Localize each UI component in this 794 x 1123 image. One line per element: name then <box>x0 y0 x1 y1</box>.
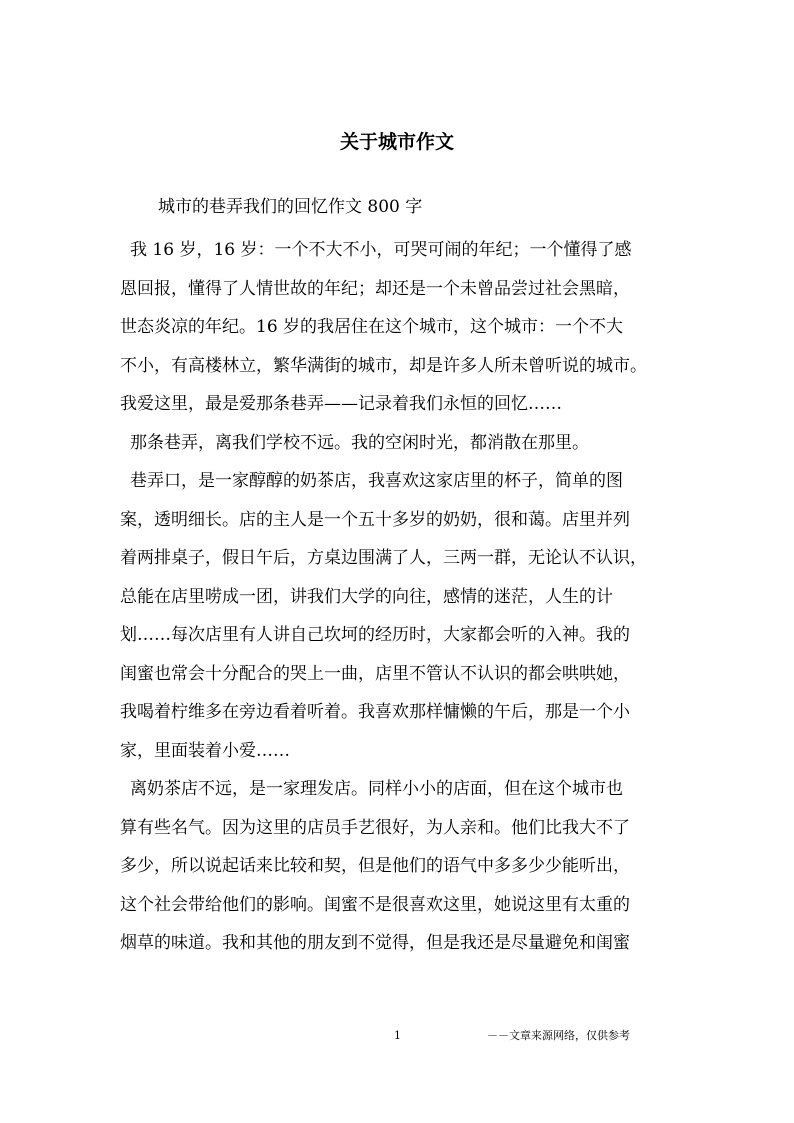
body-line: 多少，所以说起话来比较和契，但是他们的语气中多多少少能听出， <box>120 856 630 876</box>
body-line: 这个社会带给他们的影响。闺蜜不是很喜欢这里，她说这里有太重的 <box>120 894 630 915</box>
body-line: 烟草的味道。我和其他的朋友到不觉得，但是我还是尽量避免和闺蜜 <box>120 933 630 953</box>
essay-subtitle: 城市的巷弄我们的回忆作文 800 字 <box>158 197 423 217</box>
essay-body <box>120 231 680 963</box>
body-line: 那条巷弄，离我们学校不远。我的空闲时光，都消散在那里。 <box>130 432 589 453</box>
body-line: 离奶茶店不远，是一家理发店。同样小小的店面，但在这个城市也 <box>130 779 623 799</box>
body-line: 巷弄口，是一家醇醇的奶茶店，我喜欢这家店里的杯子，简单的图 <box>130 471 623 491</box>
footer-page-number: 1 <box>394 1029 401 1042</box>
body-line: 划……每次店里有人讲自己坎坷的经历时，大家都会听的入神。我的 <box>120 625 630 645</box>
body-line: 不小，有高楼林立，繁华满街的城市，却是许多人所未曾听说的城市。 <box>120 355 647 376</box>
body-line: 着两排桌子，假日午后，方桌边围满了人，三两一群，无论认不认识， <box>120 548 647 568</box>
body-line: 我 16 岁，16 岁：一个不大不小，可哭可闹的年纪；一个懂得了感 <box>130 240 632 260</box>
body-line: 我喝着柠维多在旁边看着听着。我喜欢那样慵懒的午后，那是一个小 <box>120 702 630 722</box>
body-line: 我爱这里，最是爱那条巷弄——记录着我们永恒的回忆…… <box>120 394 562 414</box>
body-line: 案，透明细长。店的主人是一个五十多岁的奶奶，很和蔼。店里并列 <box>120 509 630 530</box>
page-title: 关于城市作文 <box>339 131 454 153</box>
body-line: 恩回报，懂得了人情世故的年纪；却还是一个未曾品尝过社会黑暗， <box>120 278 630 299</box>
body-line: 算有些名气。因为这里的店员手艺很好，为人亲和。他们比我大不了 <box>120 817 630 838</box>
body-line: 闺蜜也常会十分配合的哭上一曲，店里不管认不认识的都会哄哄她， <box>120 663 630 684</box>
footer-source-note: －－文章来源网络，仅供参考 <box>487 1029 630 1042</box>
body-line: 总能在店里唠成一团，讲我们大学的向往，感情的迷茫，人生的计 <box>120 586 613 607</box>
body-line: 家，里面装着小爱…… <box>120 740 290 761</box>
body-line: 世态炎凉的年纪。16 岁的我居住在这个城市，这个城市：一个不大 <box>120 317 624 337</box>
